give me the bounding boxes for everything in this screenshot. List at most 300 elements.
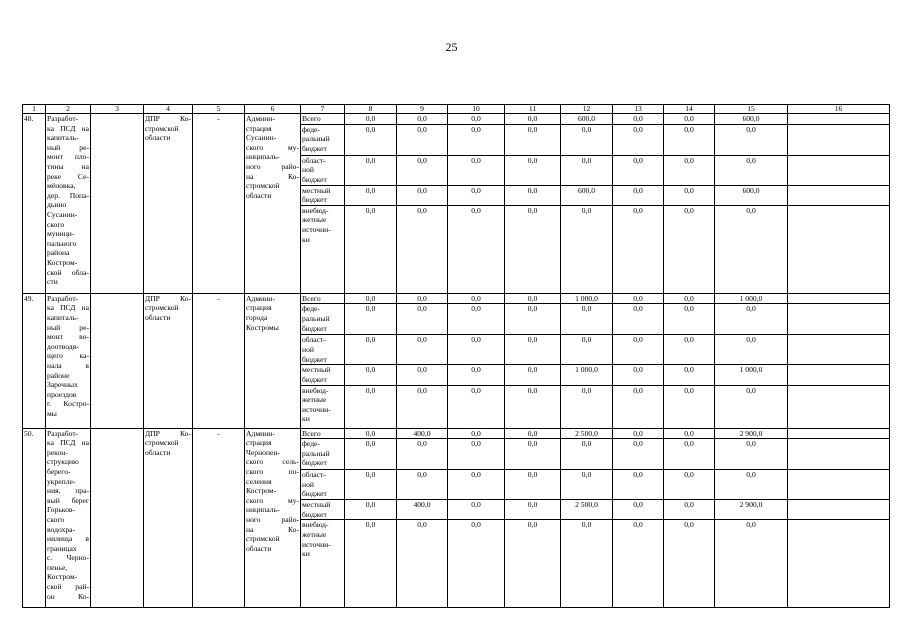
amount-cell: 0,0	[397, 385, 448, 428]
cell-line: с. Черно-	[47, 553, 89, 563]
empty-cell	[91, 293, 144, 428]
amount-cell: 600,0	[561, 114, 613, 125]
amount-cell: 0,0	[613, 385, 664, 428]
cell-line: бюджет	[302, 509, 327, 519]
cell-line: ной	[302, 165, 314, 175]
empty-cell	[788, 293, 890, 304]
amount-cell: 0,0	[448, 205, 505, 293]
amount-cell: 0,0	[448, 385, 505, 428]
cell-line: ральный	[302, 448, 330, 458]
amount-cell: 0,0	[613, 470, 664, 500]
cell-line: вый берег	[47, 495, 89, 505]
amount-cell: 0,0	[448, 335, 505, 365]
cell-line: нилища в	[47, 534, 89, 544]
cell-line: страция	[246, 303, 272, 313]
amount-cell: 400,0	[397, 428, 448, 439]
amount-cell: 0,0	[397, 185, 448, 205]
amount-cell: 2 900,0	[715, 428, 788, 439]
amount-cell: 0,0	[397, 124, 448, 155]
program-table	[22, 104, 890, 608]
amount-cell: 0,0	[345, 439, 397, 470]
amount-cell: 0,0	[505, 520, 561, 608]
cell-line: дер. Попа-	[47, 190, 89, 200]
funding-source	[301, 293, 345, 304]
amount-cell: 0,0	[664, 500, 715, 520]
funding-source	[301, 439, 345, 470]
cell-line: укрепле-	[47, 476, 76, 486]
cell-line: бюджет	[302, 489, 327, 499]
cell-line: Разработ-	[47, 428, 79, 438]
amount-cell: 0,0	[345, 205, 397, 293]
cell-line: Заречных	[47, 380, 78, 390]
column-header-6: 6	[245, 105, 301, 114]
amount-cell: 0,0	[397, 304, 448, 335]
cell-line: Всего	[302, 293, 321, 303]
recipient	[245, 293, 301, 428]
amount-cell: 0,0	[448, 293, 505, 304]
cell-line: Горьков-	[47, 505, 75, 515]
amount-cell: 0,0	[613, 304, 664, 335]
cell-line: Разработ-	[47, 114, 79, 123]
amount-cell: 0,0	[397, 155, 448, 185]
cell-line: жетные	[302, 215, 327, 225]
amount-cell: 0,0	[561, 470, 613, 500]
empty-cell	[788, 439, 890, 470]
amount-cell: 0,0	[345, 385, 397, 428]
funding-source	[301, 205, 345, 293]
cell-line: области	[145, 133, 171, 143]
amount-cell: 0,0	[505, 365, 561, 385]
amount-cell: 0,0	[664, 155, 715, 185]
cell-line: Костром-	[47, 257, 78, 267]
cell-line: берего-	[47, 466, 71, 476]
amount-cell: 0,0	[664, 428, 715, 439]
cell-line: стромской	[246, 534, 280, 544]
amount-cell: 0,0	[345, 500, 397, 520]
amount-cell: 0,0	[613, 520, 664, 608]
amount-cell: 0,0	[345, 185, 397, 205]
measure-name	[46, 114, 91, 294]
empty-cell	[788, 304, 890, 335]
amount-cell: 1 000,0	[561, 293, 613, 304]
cell-line: на Ко-	[246, 171, 299, 181]
amount-cell: 0,0	[561, 304, 613, 335]
cell-line: местный	[302, 185, 331, 195]
cell-line: мёновка,	[47, 181, 76, 191]
amount-cell: 0,0	[345, 365, 397, 385]
cell-line: г. Костро-	[47, 399, 89, 409]
dash-cell: -	[193, 114, 245, 294]
cell-line: област-	[302, 335, 326, 345]
cell-line: ральный	[302, 313, 330, 323]
cell-line: страция	[246, 438, 272, 448]
amount-cell: 0,0	[345, 114, 397, 125]
cell-line: ния, пра-	[47, 486, 89, 496]
cell-line: границах	[47, 543, 77, 553]
cell-line: дьино	[47, 200, 67, 210]
cell-line: ДПР Ко-	[145, 428, 191, 438]
cell-line: ДПР Ко-	[145, 114, 191, 123]
cell-line: стромской	[145, 438, 179, 448]
amount-cell: 0,0	[397, 439, 448, 470]
amount-cell: 1 000,0	[715, 365, 788, 385]
amount-cell: 0,0	[505, 439, 561, 470]
empty-cell	[788, 185, 890, 205]
cell-line: монт пло-	[47, 152, 89, 162]
cell-line: ральный	[302, 134, 330, 144]
cell-line: ского	[47, 219, 65, 229]
amount-cell: 0,0	[397, 335, 448, 365]
amount-cell: 0,0	[715, 520, 788, 608]
cell-line: местный	[302, 500, 331, 510]
funding-source	[301, 304, 345, 335]
cell-line: внебюд-	[302, 520, 329, 530]
amount-cell: 0,0	[505, 428, 561, 439]
amount-cell: 0,0	[505, 205, 561, 293]
amount-cell: 0,0	[397, 470, 448, 500]
amount-cell: 0,0	[448, 500, 505, 520]
funding-source	[301, 335, 345, 365]
cell-line: сти	[47, 277, 58, 287]
funding-source	[301, 385, 345, 428]
column-header-14: 14	[664, 105, 715, 114]
amount-cell: 0,0	[715, 439, 788, 470]
cell-line: он Ко-	[47, 591, 89, 601]
cell-line: Сусанин-	[246, 133, 277, 143]
column-header-8: 8	[345, 105, 397, 114]
cell-line: Костром-	[246, 486, 277, 496]
amount-cell: 0,0	[664, 304, 715, 335]
amount-cell: 0,0	[448, 114, 505, 125]
measure-name	[46, 293, 91, 428]
amount-cell: 0,0	[715, 124, 788, 155]
column-header-5: 5	[193, 105, 245, 114]
amount-cell: 0,0	[448, 428, 505, 439]
amount-cell: 0,0	[613, 335, 664, 365]
row-number: 50.	[23, 428, 46, 608]
amount-cell: 0,0	[505, 114, 561, 125]
cell-line: ниципаль-	[246, 505, 280, 515]
amount-cell: 0,0	[715, 205, 788, 293]
page-number: 25	[445, 40, 458, 54]
header-row	[23, 105, 890, 114]
cell-line: мы	[47, 408, 57, 418]
funding-source	[301, 428, 345, 439]
amount-cell: 0,0	[397, 520, 448, 608]
amount-cell: 0,0	[664, 185, 715, 205]
amount-cell: 0,0	[345, 335, 397, 365]
cell-line: местный	[302, 365, 331, 375]
funding-source	[301, 470, 345, 500]
row-number: 49.	[23, 293, 46, 428]
empty-cell	[788, 500, 890, 520]
cell-line: реке Се-	[47, 171, 89, 181]
cell-line: доотводя-	[47, 341, 79, 351]
funding-source	[301, 155, 345, 185]
column-header-3: 3	[91, 105, 144, 114]
column-header-10: 10	[448, 105, 505, 114]
cell-line: ный ре-	[47, 322, 89, 332]
cell-line: внебюд-	[302, 205, 329, 215]
cell-line: Чернопен-	[246, 447, 280, 457]
cell-line: феде-	[302, 439, 320, 449]
cell-line: области	[145, 447, 171, 457]
cell-line: источни-	[302, 224, 331, 234]
amount-cell: 0,0	[613, 365, 664, 385]
executor	[144, 114, 193, 294]
amount-cell: 0,0	[397, 114, 448, 125]
cell-line: нала в	[47, 360, 89, 370]
cell-line: рекон-	[47, 447, 68, 457]
cell-line: стромской	[145, 123, 179, 133]
empty-cell	[788, 365, 890, 385]
cell-line: города	[246, 312, 268, 322]
cell-line: капиталь-	[47, 312, 79, 322]
dash-cell: -	[193, 293, 245, 428]
amount-cell: 0,0	[345, 470, 397, 500]
cell-line: ной	[302, 344, 314, 354]
executor	[144, 428, 193, 608]
amount-cell: 2 500,0	[561, 428, 613, 439]
table-row	[23, 293, 890, 304]
funding-source	[301, 114, 345, 125]
cell-line: бюджет	[302, 143, 327, 153]
cell-line: бюджет	[302, 174, 327, 184]
amount-cell: 0,0	[715, 470, 788, 500]
cell-line: области	[246, 190, 272, 200]
amount-cell: 0,0	[664, 293, 715, 304]
cell-line: источни-	[302, 404, 331, 414]
empty-cell	[788, 470, 890, 500]
amount-cell: 0,0	[664, 124, 715, 155]
cell-line: области	[246, 543, 272, 553]
table-body	[23, 114, 890, 608]
amount-cell: 0,0	[345, 155, 397, 185]
funding-source	[301, 520, 345, 608]
amount-cell: 0,0	[561, 205, 613, 293]
amount-cell: 0,0	[505, 155, 561, 185]
amount-cell: 0,0	[505, 185, 561, 205]
cell-line: водохра-	[47, 524, 76, 534]
amount-cell: 0,0	[613, 428, 664, 439]
amount-cell: 0,0	[664, 365, 715, 385]
amount-cell: 0,0	[613, 500, 664, 520]
amount-cell: 1 000,0	[715, 293, 788, 304]
empty-cell	[91, 114, 144, 294]
cell-line: Админи-	[246, 293, 275, 303]
cell-line: ского	[47, 514, 65, 524]
amount-cell: 0,0	[561, 520, 613, 608]
cell-line: Админи-	[246, 428, 275, 438]
amount-cell: 0,0	[613, 124, 664, 155]
empty-cell	[788, 155, 890, 185]
recipient	[245, 114, 301, 294]
cell-line: бюджет	[302, 458, 327, 468]
cell-line: районе	[47, 370, 70, 380]
amount-cell: 0,0	[561, 155, 613, 185]
cell-line: ниципаль-	[246, 152, 280, 162]
cell-line: бюджет	[302, 323, 327, 333]
amount-cell: 0,0	[613, 439, 664, 470]
amount-cell: 0,0	[505, 500, 561, 520]
amount-cell: 0,0	[448, 365, 505, 385]
cell-line: Костромы	[246, 322, 279, 332]
cell-line: ки	[302, 234, 310, 244]
funding-source	[301, 500, 345, 520]
row-number: 48.	[23, 114, 46, 294]
amount-cell: 0,0	[448, 124, 505, 155]
amount-cell: 0,0	[448, 185, 505, 205]
amount-cell: 0,0	[664, 470, 715, 500]
cell-line: Админи-	[246, 114, 275, 123]
cell-line: Разработ-	[47, 293, 79, 303]
cell-line: област-	[302, 470, 326, 480]
cell-line: ки	[302, 549, 310, 559]
cell-line: ный ре-	[47, 142, 89, 152]
amount-cell: 0,0	[664, 439, 715, 470]
table-row	[23, 428, 890, 439]
amount-cell: 0,0	[561, 124, 613, 155]
table-row	[23, 114, 890, 125]
amount-cell: 0,0	[664, 205, 715, 293]
cell-line: тины на	[47, 161, 89, 171]
funding-source	[301, 124, 345, 155]
cell-line: ского му-	[246, 495, 299, 505]
cell-line: Сусанин-	[47, 209, 78, 219]
cell-line: ской рай-	[47, 582, 89, 592]
empty-cell	[788, 114, 890, 125]
cell-line: муници-	[47, 229, 75, 239]
amount-cell: 0,0	[613, 114, 664, 125]
cell-line: источни-	[302, 539, 331, 549]
cell-line: ского сель-	[246, 457, 299, 467]
amount-cell: 0,0	[397, 365, 448, 385]
amount-cell: 1 000,0	[561, 365, 613, 385]
cell-line: бюджет	[302, 374, 327, 384]
column-header-4: 4	[144, 105, 193, 114]
cell-line: Костром-	[47, 572, 78, 582]
amount-cell: 2 500,0	[561, 500, 613, 520]
amount-cell: 0,0	[561, 439, 613, 470]
amount-cell: 0,0	[505, 124, 561, 155]
cell-line: ного райо-	[246, 161, 299, 171]
amount-cell: 0,0	[715, 304, 788, 335]
amount-cell: 0,0	[613, 185, 664, 205]
cell-line: стромской	[246, 181, 280, 191]
amount-cell: 0,0	[345, 520, 397, 608]
cell-line: феде-	[302, 304, 320, 314]
amount-cell: 0,0	[345, 124, 397, 155]
empty-cell	[788, 385, 890, 428]
column-header-15: 15	[715, 105, 788, 114]
dash-cell: -	[193, 428, 245, 608]
cell-line: ной	[302, 479, 314, 489]
cell-line: селения	[246, 476, 272, 486]
column-header-13: 13	[613, 105, 664, 114]
cell-line: бюджет	[302, 195, 327, 205]
cell-line: на Ко-	[246, 524, 299, 534]
amount-cell: 0,0	[664, 114, 715, 125]
amount-cell: 0,0	[505, 470, 561, 500]
column-header-7: 7	[301, 105, 345, 114]
amount-cell: 0,0	[561, 385, 613, 428]
cell-line: бюджет	[302, 354, 327, 364]
amount-cell: 0,0	[715, 155, 788, 185]
column-header-2: 2	[46, 105, 91, 114]
amount-cell: 0,0	[448, 439, 505, 470]
cell-line: монт во-	[47, 332, 89, 342]
amount-cell: 0,0	[664, 520, 715, 608]
empty-cell	[788, 428, 890, 439]
amount-cell: 0,0	[448, 155, 505, 185]
cell-line: внебюд-	[302, 385, 329, 395]
amount-cell: 0,0	[715, 335, 788, 365]
cell-line: ского по-	[246, 466, 299, 476]
amount-cell: 0,0	[613, 155, 664, 185]
amount-cell: 600,0	[715, 114, 788, 125]
cell-line: пального	[47, 238, 77, 248]
cell-line: ДПР Ко-	[145, 293, 191, 303]
amount-cell: 0,0	[561, 335, 613, 365]
cell-line: ской обла-	[47, 267, 89, 277]
cell-line: района	[47, 248, 70, 258]
cell-line: жетные	[302, 529, 327, 539]
measure-name	[46, 428, 91, 608]
cell-line: Всего	[302, 428, 321, 438]
executor	[144, 293, 193, 428]
cell-line: стромской	[145, 303, 179, 313]
column-header-9: 9	[397, 105, 448, 114]
amount-cell: 0,0	[505, 385, 561, 428]
amount-cell: 600,0	[715, 185, 788, 205]
amount-cell: 0,0	[397, 205, 448, 293]
amount-cell: 0,0	[448, 470, 505, 500]
cell-line: област-	[302, 155, 326, 165]
empty-cell	[788, 335, 890, 365]
empty-cell	[788, 205, 890, 293]
cell-line: страция	[246, 123, 272, 133]
amount-cell: 0,0	[613, 293, 664, 304]
empty-cell	[91, 428, 144, 608]
amount-cell: 0,0	[664, 385, 715, 428]
empty-cell	[788, 124, 890, 155]
column-header-1: 1	[23, 105, 46, 114]
amount-cell: 0,0	[613, 205, 664, 293]
column-header-11: 11	[505, 105, 561, 114]
cell-line: ного райо-	[246, 514, 299, 524]
cell-line: струкцию	[47, 457, 79, 467]
cell-line: пенье,	[47, 562, 68, 572]
amount-cell: 0,0	[345, 304, 397, 335]
amount-cell: 0,0	[505, 293, 561, 304]
funding-source	[301, 185, 345, 205]
cell-line: Всего	[302, 114, 321, 123]
recipient	[245, 428, 301, 608]
cell-line: капиталь-	[47, 133, 79, 143]
amount-cell: 0,0	[505, 304, 561, 335]
cell-line: ка ПСД на	[47, 438, 89, 448]
funding-source	[301, 365, 345, 385]
cell-line: жетные	[302, 395, 327, 405]
amount-cell: 0,0	[664, 335, 715, 365]
column-header-12: 12	[561, 105, 613, 114]
amount-cell: 0,0	[448, 304, 505, 335]
amount-cell: 0,0	[397, 293, 448, 304]
amount-cell: 0,0	[345, 428, 397, 439]
amount-cell: 2 900,0	[715, 500, 788, 520]
cell-line: щего ка-	[47, 351, 89, 361]
amount-cell: 400,0	[397, 500, 448, 520]
